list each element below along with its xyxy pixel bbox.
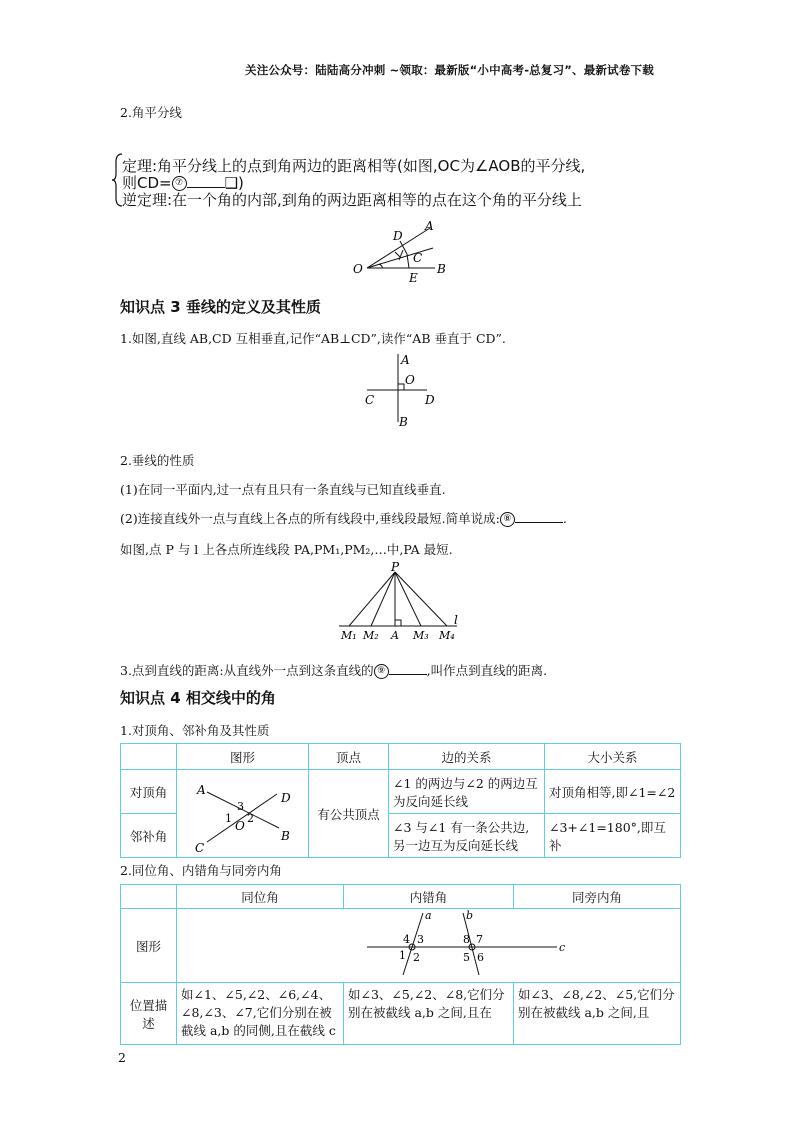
paragraph: 1.对顶角、邻补角及其性质 [120, 723, 270, 738]
paragraph [120, 661, 547, 679]
blank-marker: ⑧ [500, 512, 515, 527]
label-c: c [559, 941, 566, 954]
table-header: 顶点 [309, 744, 389, 770]
figure-cell [177, 909, 681, 983]
vertex-cell: 有公共顶点 [309, 770, 389, 858]
converse-theorem: 逆定理:在一个角的内部,到角的两边距离相等的点在这个角的平分线上 [122, 191, 582, 209]
section-heading: 知识点 4 相交线中的角 [120, 689, 276, 707]
blank-marker: ⑨ [374, 664, 389, 679]
answer-blank [187, 175, 225, 188]
table-header [121, 744, 177, 770]
table-header: 图形 [177, 744, 309, 770]
label-O: O [235, 819, 245, 833]
angle-1: 1 [225, 812, 232, 825]
size-cell: 对顶角相等,即∠1=∠2 [545, 770, 681, 814]
label-O: O [405, 373, 415, 387]
angle-3: 3 [417, 933, 424, 946]
label-M1: M₁ [341, 629, 357, 642]
vertical-angles-figure [177, 770, 309, 854]
label-A: A [391, 629, 399, 642]
section-heading: 知识点 3 垂线的定义及其性质 [120, 298, 321, 316]
label-D: D [425, 393, 435, 407]
answer-blank [515, 510, 563, 523]
angle-table-1 [120, 743, 681, 858]
angle-4: 4 [403, 933, 410, 946]
label-B: B [399, 415, 408, 429]
angle-8: 8 [463, 933, 470, 946]
label-C: C [195, 841, 205, 854]
angle-1: 1 [399, 949, 406, 962]
row-label: 对顶角 [121, 770, 177, 814]
table-header: 边的关系 [389, 744, 545, 770]
label-D: D [281, 791, 291, 805]
row-label: 图形 [121, 909, 177, 983]
answer-blank [389, 662, 427, 675]
perpendicular-figure [355, 350, 445, 432]
theorem-end: ❑) [224, 174, 244, 192]
label-C: C [413, 251, 423, 265]
theorem-text: 则CD= [122, 174, 172, 192]
table-header: 同旁内角 [514, 885, 681, 909]
description-cell: 如∠3、∠5,∠2、∠8,它们分别在被截线 a,b 之间,且在 [344, 983, 514, 1045]
label-O: O [353, 262, 363, 276]
table-header: 同位角 [177, 885, 344, 909]
section-title: 2.角平分线 [120, 105, 182, 120]
label-A: A [425, 219, 434, 233]
paragraph: (2)连接直线外一点与直线上各点的所有线段中,垂线段最短.简单说成: ⑧ . [120, 511, 567, 526]
edge-cell: ∠3 与∠1 有一条公共边,另一边互为反向延长线 [389, 814, 545, 858]
label-a: a [425, 909, 432, 922]
angle-6: 6 [477, 951, 484, 964]
angle-7: 7 [476, 933, 483, 946]
paragraph: 如图,点 P 与 l 上各点所连线段 PA,PM₁,PM₂,…中,PA 最短. [120, 542, 453, 557]
label-M3: M₃ [413, 629, 429, 642]
paragraph-text: 3.点到直线的距离:从直线外一点到这条直线的 [120, 663, 374, 678]
row-label: 邻补角 [121, 814, 177, 858]
figure-cell [177, 770, 309, 858]
description-cell: 如∠3、∠8,∠2、∠5,它们分别在被截线 a,b 之间,且 [514, 983, 681, 1045]
transversal-figure [177, 909, 681, 979]
table-header: 大小关系 [545, 744, 681, 770]
paragraph: 2.垂线的性质 [120, 453, 195, 468]
angle-bisector-figure [345, 218, 465, 288]
angle-3: 3 [237, 800, 244, 813]
angle-2: 2 [247, 812, 254, 825]
paragraph-text-end: ,叫作点到直线的距离. [426, 663, 548, 678]
page-number: 2 [118, 1050, 126, 1065]
label-M4: M₄ [439, 629, 455, 642]
size-cell: ∠3+∠1=180°,即互补 [545, 814, 681, 858]
angle-5: 5 [463, 951, 470, 964]
label-C: C [365, 393, 375, 407]
paragraph: 1.如图,直线 AB,CD 互相垂直,记作“AB⊥CD”,读作“AB 垂直于 CD”. [120, 331, 506, 346]
label-b: b [466, 909, 474, 922]
table-header [121, 885, 177, 909]
label-A: A [197, 783, 206, 797]
paragraph-text: (2)连接直线外一点与直线上各点的所有线段中,垂线段最短.简单说成: [120, 511, 500, 526]
table-header: 内错角 [344, 885, 514, 909]
label-B: B [437, 262, 446, 276]
label-B: B [281, 829, 290, 843]
theorem-line-1: 定理:角平分线上的点到角两边的距离相等(如图,OC为∠AOB的平分线, [122, 157, 586, 175]
label-M2: M₂ [363, 629, 379, 642]
shortest-segment-figure [335, 560, 465, 642]
angle-table-2 [120, 884, 681, 1045]
label-P: P [391, 560, 400, 574]
label-D: D [393, 229, 403, 243]
blank-marker: ⑦ [172, 176, 187, 191]
paragraph: 2.同位角、内错角与同旁内角 [120, 863, 282, 878]
edge-cell: ∠1 的两边与∠2 的两边互为反向延长线 [389, 770, 545, 814]
page-header: 关注公众号：陆陆高分冲刺 ~领取：最新版“小中高考-总复习”、最新试卷下载 [245, 63, 654, 77]
paragraph: (1)在同一平面内,过一点有且只有一条直线与已知直线垂直. [120, 482, 446, 497]
label-A: A [401, 353, 410, 367]
label-l: l [454, 613, 458, 627]
description-cell: 如∠1、∠5,∠2、∠6,∠4、∠8,∠3、∠7,它们分别在被截线 a,b 的同侧,且在截线 c [177, 983, 344, 1045]
angle-2: 2 [413, 951, 420, 964]
label-E: E [409, 271, 418, 285]
row-label: 位置描述 [121, 983, 177, 1045]
